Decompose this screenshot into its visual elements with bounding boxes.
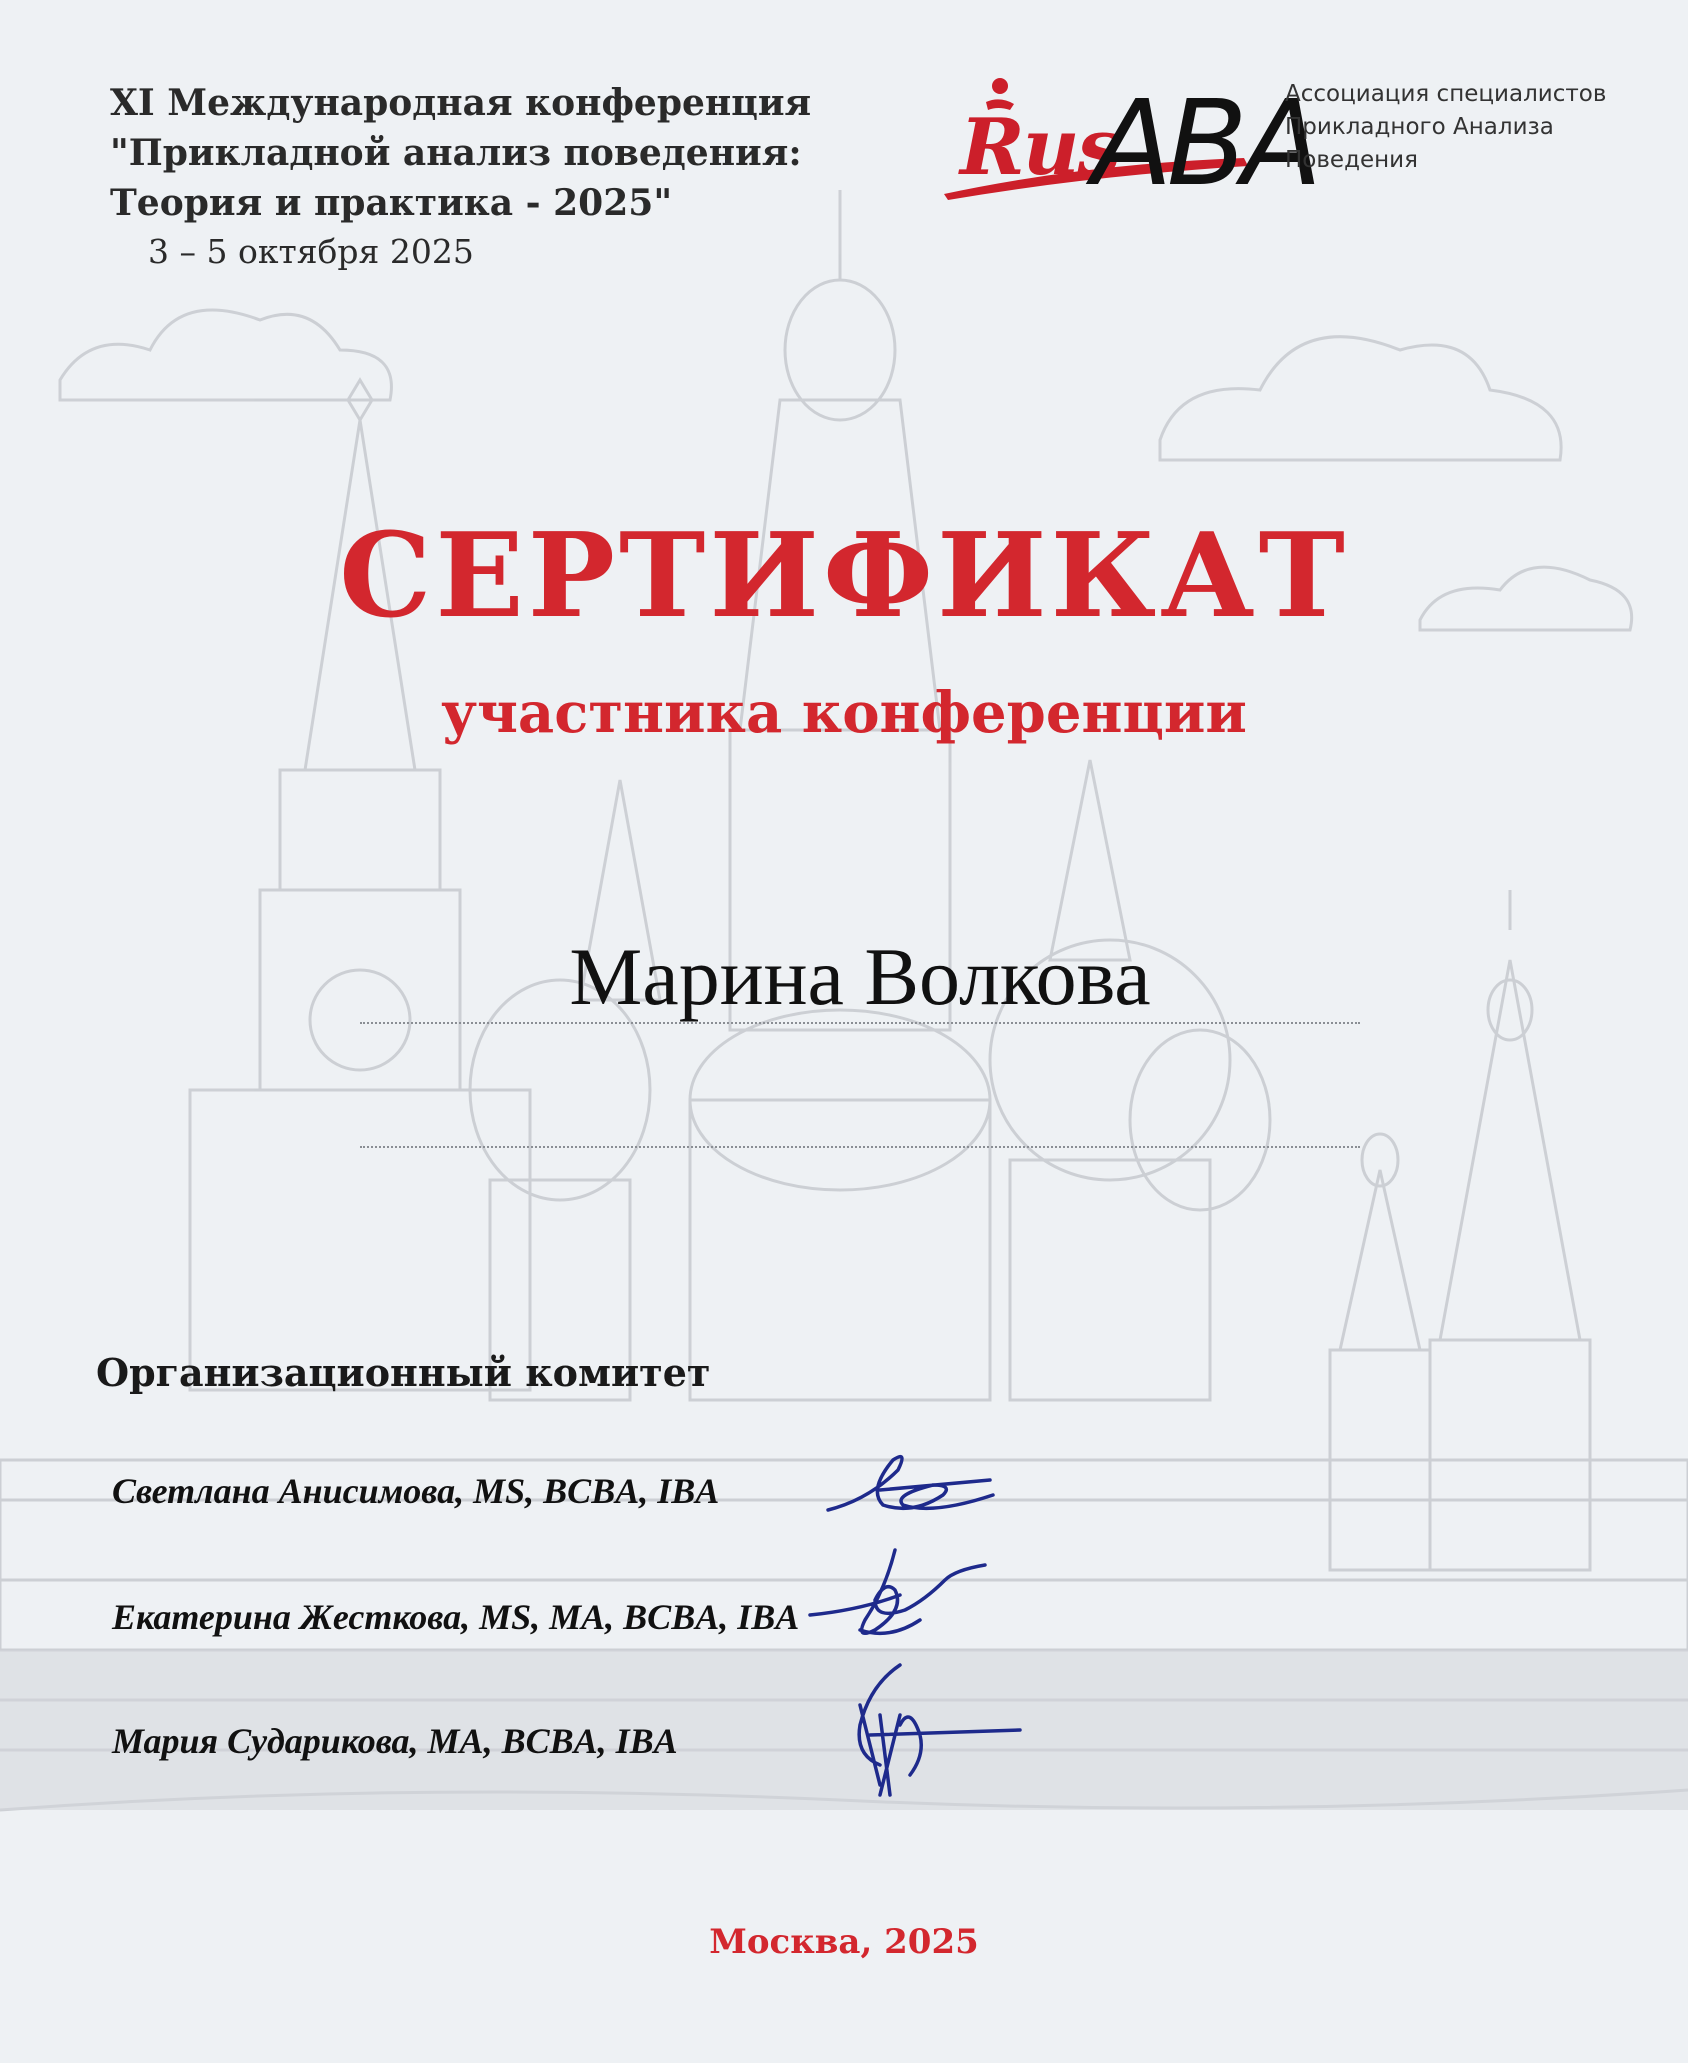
- signature-2: [800, 1535, 1000, 1660]
- blank-underline: [360, 1146, 1360, 1148]
- conference-header: [110, 78, 811, 276]
- committee-member-3: Мария Сударикова, MA, BCBA, IBA: [112, 1721, 678, 1761]
- committee-member-1: Светлана Анисимова, MS, BCBA, IBA: [112, 1471, 720, 1511]
- signature-1: [820, 1420, 1000, 1530]
- logo-rus-text: Rus: [960, 102, 1120, 193]
- conference-title-line-2: "Прикладной анализ поведения:: [110, 132, 802, 174]
- certificate-title: СЕРТИФИКАТ: [339, 508, 1349, 644]
- association-name-line-2: Прикладного Анализа: [1285, 114, 1554, 140]
- logo-aba-text: ABA: [1092, 74, 1317, 212]
- association-name: [1285, 78, 1606, 177]
- rusaba-logo: [940, 72, 1640, 212]
- certificate-subtitle: участника конференции: [441, 680, 1247, 746]
- committee-member-2: Екатерина Жесткова, MS, MA, BCBA, IBA: [112, 1597, 800, 1637]
- signature-3: [830, 1655, 1030, 1805]
- conference-title-line-3: Теория и практика - 2025": [110, 182, 673, 224]
- recipient-underline: [360, 1022, 1360, 1024]
- committee-heading: Организационный комитет: [96, 1350, 711, 1395]
- conference-dates: 3 – 5 октября 2025: [148, 232, 474, 271]
- association-name-line-3: Поведения: [1285, 147, 1418, 173]
- conference-title-line-1: XI Международная конференция: [110, 82, 812, 124]
- recipient-name: Марина Волкова: [569, 931, 1151, 1022]
- place-and-year: Москва, 2025: [709, 1922, 979, 1962]
- association-name-line-1: Ассоциация специалистов: [1285, 81, 1607, 107]
